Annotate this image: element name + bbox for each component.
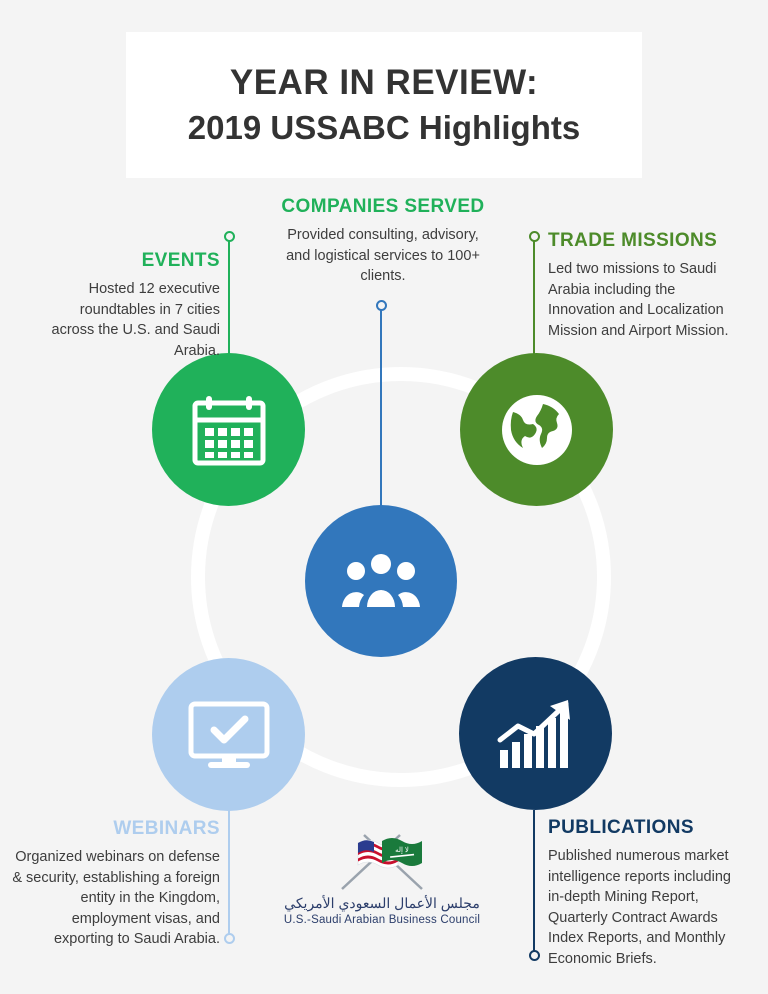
section-webinars [10,818,220,950]
section-trade-missions [548,230,744,341]
monitor-check-icon [188,700,270,770]
logo-arabic-name: مجلس الأعمال السعودي الأمريكي [284,895,480,911]
people-group-icon [341,551,421,611]
page-title-line2: 2019 USSABC Highlights [187,109,581,146]
connector-dot-webinars [224,933,235,944]
section-trade-body: Led two missions to Saudi Arabia including the Innovation and Localization Mission and Airport Mission. [548,261,729,339]
section-publications-body: Published numerous market intelligence reports including in-depth Mining Report, Quarterly Contract Awards Index Reports, and Monthly Economic Briefs. [548,848,731,967]
section-webinars-heading: WEBINARS [113,818,220,839]
page-title-line1: YEAR IN REVIEW: [229,63,539,102]
section-events-heading: EVENTS [141,250,220,271]
section-events [48,250,220,361]
section-publications-heading: PUBLICATIONS [548,817,694,838]
icon-circle-publications[interactable] [459,657,612,810]
calendar-icon [192,394,266,466]
icon-circle-webinars[interactable] [152,658,305,811]
connector-dot-publications [529,950,540,961]
connector-dot-trade [529,231,540,242]
icon-circle-events[interactable] [152,353,305,506]
section-companies-heading: COMPANIES SERVED [281,196,485,217]
section-publications [548,817,744,969]
section-events-body: Hosted 12 executive roundtables in 7 cities across the U.S. and Saudi Arabia. [51,281,220,359]
section-companies-body: Provided consulting, advisory, and logistical services to 100+ clients. [286,227,480,285]
connector-dot-events [224,231,235,242]
logo-english-name: U.S.-Saudi Arabian Business Council [283,914,481,926]
globe-icon [499,392,575,468]
icon-circle-companies-served[interactable] [305,505,457,657]
crossed-flags-icon [276,833,488,889]
section-companies-served [280,196,486,287]
connector-dot-companies [376,300,387,311]
organization-logo [276,833,488,926]
section-webinars-body: Organized webinars on defense & security, establishing a foreign entity in the Kingdom, employment visas, and exporting to Saudi Arabia. [12,849,220,948]
section-trade-heading: TRADE MISSIONS [548,230,718,251]
svg-text:لا إله: لا إله [395,847,409,854]
icon-circle-trade-missions[interactable] [460,353,613,506]
bar-chart-arrow-icon [496,698,576,770]
